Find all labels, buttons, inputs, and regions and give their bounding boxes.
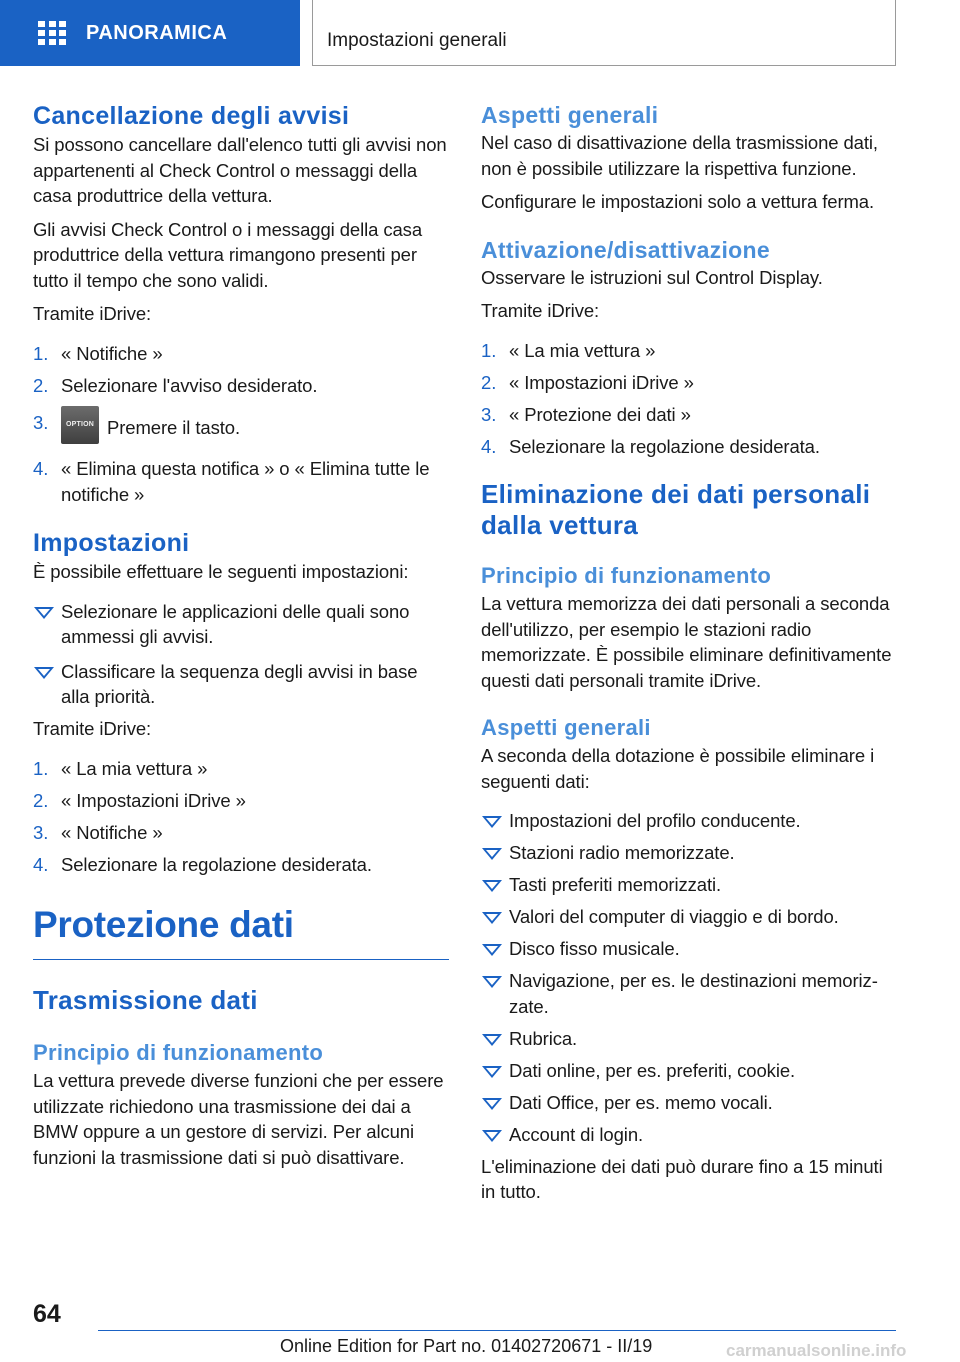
list-item: Rubrica. bbox=[481, 1026, 901, 1052]
paragraph: Osservare le istruzioni sul Control Display. bbox=[481, 266, 823, 288]
list-item: Stazioni radio memorizzate. bbox=[481, 840, 901, 866]
paragraph: Tramite iDrive: bbox=[481, 300, 600, 321]
subsection-title-aspetti-generali: Aspetti generali bbox=[481, 102, 659, 128]
paragraph: A seconda della dotazione è possibile eliminare i seguenti dati: bbox=[481, 745, 875, 792]
subsection-title-aspetti-generali-2: Aspetti generali bbox=[481, 715, 651, 740]
step-number: 4. bbox=[33, 458, 49, 479]
triangle-bullet-icon bbox=[482, 976, 502, 988]
step-number: 1. bbox=[33, 342, 49, 364]
page-header bbox=[0, 0, 960, 66]
footer-divider bbox=[98, 1330, 896, 1331]
list-item: Valori del computer di viaggio e di bordo. bbox=[481, 904, 901, 930]
paragraph: È possibile effettuare le seguenti impostazioni: bbox=[33, 561, 409, 582]
bullet-list bbox=[481, 808, 901, 1147]
subsection-title-principio: Principio di funzionamento bbox=[33, 1040, 324, 1065]
section-title-cancellazione: Cancellazione degli avvisi bbox=[33, 102, 350, 130]
steps-list bbox=[33, 341, 449, 508]
triangle-bullet-icon bbox=[482, 1066, 502, 1078]
step-number: 4. bbox=[481, 435, 497, 457]
paragraph: Gli avvisi Check Control o i messaggi della casa produttrice della vettura rimangono presenti per tutto il tempo che sono validi. bbox=[33, 218, 423, 291]
step-number: 3. bbox=[33, 412, 49, 433]
section-title-eliminazione: Eliminazione dei dati personali dalla vettura bbox=[481, 479, 871, 540]
triangle-bullet-icon bbox=[34, 667, 54, 679]
section-title-trasmissione: Trasmissione dati bbox=[33, 985, 258, 1015]
step-number: 3. bbox=[33, 821, 49, 843]
step-text: Premere il tasto. bbox=[107, 416, 240, 438]
list-item: Disco fisso musicale. bbox=[481, 936, 901, 962]
chapter-title-protezione-dati: Protezione dati bbox=[33, 903, 449, 960]
triangle-bullet-icon bbox=[482, 944, 502, 956]
list-item bbox=[481, 338, 901, 364]
step-text: Selezionare l'avviso desiderato. bbox=[61, 374, 318, 396]
step-text: « Elimina questa notifica » o « Elimina tutte le notifiche » bbox=[61, 458, 430, 505]
paragraph: La vettura memorizza dei dati personali a seconda dell'utilizzo, per esempio le stazioni radio memorizzate. È possibile eliminare definitivamente questi dati personali tramite iDrive. bbox=[481, 593, 892, 691]
triangle-bullet-icon bbox=[482, 816, 502, 828]
triangle-bullet-icon bbox=[482, 1130, 502, 1142]
subsection-title-principio: Principio di funzionamento bbox=[481, 563, 772, 588]
paragraph: Tramite iDrive: bbox=[33, 718, 152, 739]
steps-list bbox=[33, 756, 449, 878]
step-number: 2. bbox=[33, 789, 49, 811]
footer-edition-text: Online Edition for Part no. 01402720671 - II/19 bbox=[280, 1336, 653, 1356]
subsection-title-attivazione: Attivazione/disattivazione bbox=[481, 236, 770, 263]
breadcrumb[interactable] bbox=[312, 0, 896, 66]
list-item: Account di login. bbox=[481, 1122, 901, 1148]
step-text: « Notifiche » bbox=[61, 342, 163, 364]
list-item bbox=[33, 373, 449, 399]
list-item: Selezionare le applicazioni delle quali sono ammessi gli avvisi. bbox=[33, 599, 449, 650]
triangle-bullet-icon bbox=[34, 607, 54, 619]
list-item bbox=[33, 456, 449, 507]
step-number: 2. bbox=[481, 371, 497, 393]
list-item bbox=[33, 410, 449, 448]
list-item: Dati online, per es. preferiti, cookie. bbox=[481, 1058, 901, 1084]
paragraph: L'eliminazione dei dati può durare fino a 15 minuti in tutto. bbox=[481, 1155, 883, 1202]
overview-nav-label: PANORAMICA bbox=[86, 21, 228, 44]
page-number: 64 bbox=[33, 1300, 61, 1328]
list-item: Dati Office, per es. memo vocali. bbox=[481, 1090, 901, 1116]
list-item: Tasti preferiti memorizzati. bbox=[481, 872, 901, 898]
step-text: « La mia vettura » bbox=[509, 339, 656, 361]
step-number: 4. bbox=[33, 853, 49, 875]
paragraph: Configurare le impostazioni solo a vettura ferma. bbox=[481, 191, 875, 212]
step-number: 3. bbox=[481, 403, 497, 425]
paragraph: Nel caso di disattivazione della trasmissione dati, non è possibile utilizzare la rispettiva funzione. bbox=[481, 132, 878, 179]
step-text: « Protezione dei dati » bbox=[509, 403, 691, 425]
paragraph: La vettura prevede diverse funzioni che per essere utilizzate richiedono una trasmissione dei dai a BMW oppure a un gestore di servizi. Per alcuni funzioni la trasmissione dati si può disattivare. bbox=[33, 1070, 444, 1168]
breadcrumb-label: Impostazioni generali bbox=[327, 30, 507, 51]
overview-nav-button[interactable] bbox=[0, 0, 300, 66]
bullet-list bbox=[33, 599, 449, 710]
step-text: « Notifiche » bbox=[61, 821, 163, 843]
step-number: 1. bbox=[481, 339, 497, 361]
triangle-bullet-icon bbox=[482, 912, 502, 924]
paragraph: Tramite iDrive: bbox=[33, 303, 152, 324]
triangle-bullet-icon bbox=[482, 1034, 502, 1046]
steps-list bbox=[481, 338, 901, 460]
list-item bbox=[481, 402, 901, 428]
step-text: Selezionare la regolazione desiderata. bbox=[61, 853, 372, 875]
list-item bbox=[33, 788, 449, 814]
triangle-bullet-icon bbox=[482, 1098, 502, 1110]
grid-menu-icon bbox=[38, 21, 66, 45]
step-text: « Impostazioni iDrive » bbox=[61, 789, 246, 811]
left-column bbox=[33, 100, 449, 1170]
right-column bbox=[481, 100, 901, 1205]
list-item bbox=[33, 341, 449, 367]
watermark: carmanualsonline.info bbox=[726, 1341, 907, 1360]
list-item bbox=[33, 820, 449, 846]
step-text: « Impostazioni iDrive » bbox=[509, 371, 694, 393]
step-text: Selezionare la regolazione desiderata. bbox=[509, 435, 820, 457]
list-item bbox=[481, 434, 901, 460]
triangle-bullet-icon bbox=[482, 880, 502, 892]
step-number: 2. bbox=[33, 374, 49, 396]
list-item bbox=[33, 852, 449, 878]
triangle-bullet-icon bbox=[482, 848, 502, 860]
step-number: 1. bbox=[33, 757, 49, 779]
paragraph: Si possono cancellare dall'elenco tutti gli avvisi non appartenenti al Check Control o messaggi della casa produttrice della vettura. bbox=[33, 134, 447, 206]
list-item: Navigazione, per es. le destinazioni memorizzate. bbox=[481, 968, 901, 1019]
option-button-icon: OPTION bbox=[61, 406, 99, 444]
list-item: Impostazioni del profilo conducente. bbox=[481, 808, 901, 834]
section-title-impostazioni: Impostazioni bbox=[33, 529, 190, 557]
list-item bbox=[481, 370, 901, 396]
step-text: « La mia vettura » bbox=[61, 757, 208, 779]
list-item bbox=[33, 756, 449, 782]
list-item: Classificare la sequenza degli avvisi in base alla priorità. bbox=[33, 659, 449, 710]
